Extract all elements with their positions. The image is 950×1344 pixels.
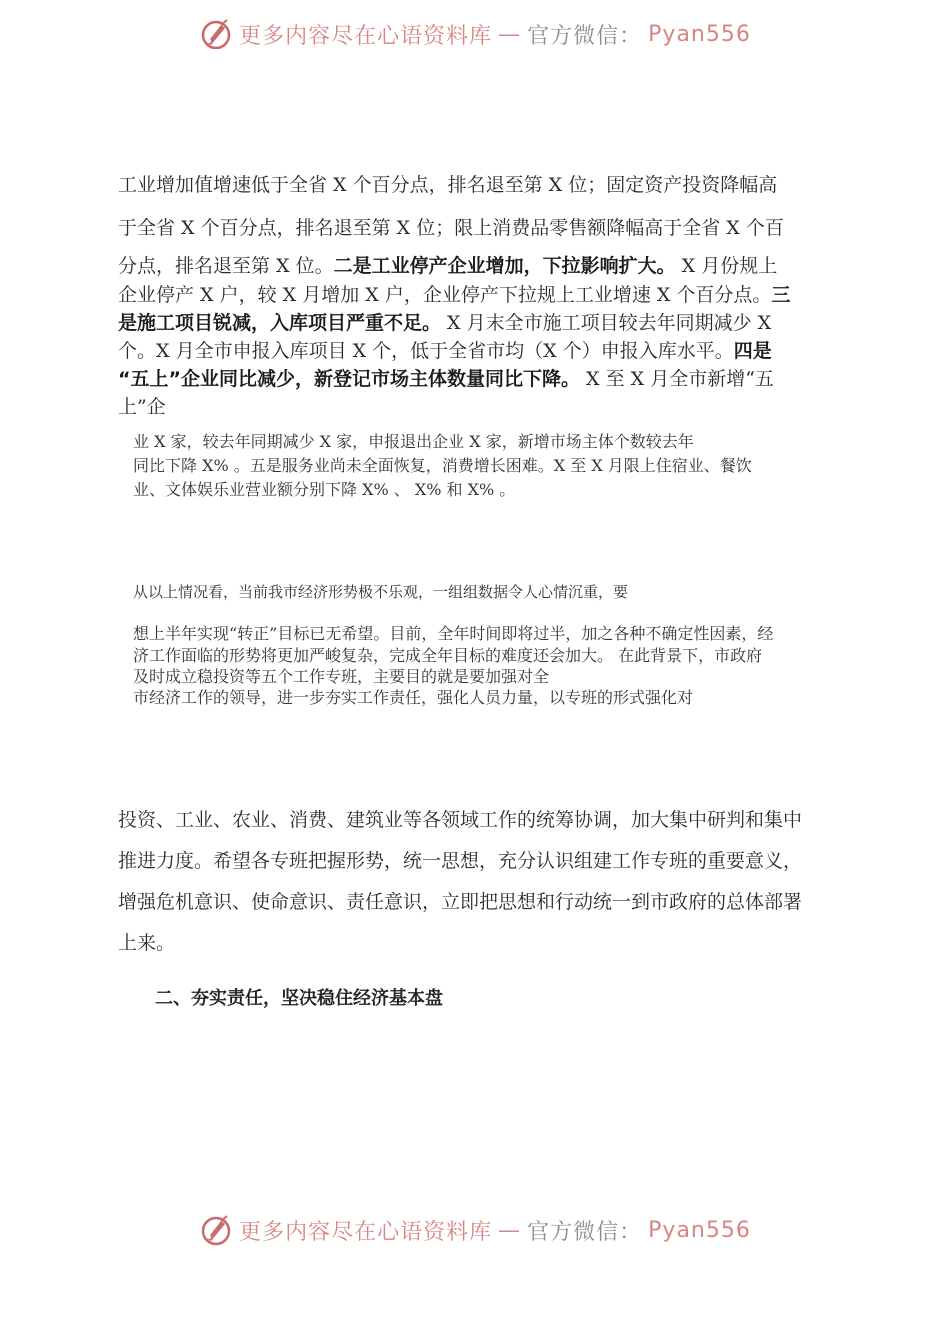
text-line <box>118 251 838 281</box>
quill-pen-logo-icon <box>199 17 233 51</box>
text-line <box>118 337 838 365</box>
text-line: 市经济工作的领导，进一步夯实工作责任，强化人员力量，以专班的形式强化对 <box>133 688 694 707</box>
bold-emphasis: 二是工业停产企业增加，下拉影响扩大。 <box>333 255 676 277</box>
body-paragraph-1 <box>118 170 838 421</box>
watermark-official-label: 官方微信： <box>527 23 643 49</box>
text-run: 企业停产 X 户，较 X 月增加 X 户，企业停产下拉规上工业增速 X 个百分点。 <box>118 284 772 306</box>
text-line: 上来。 <box>118 932 176 954</box>
text-run: 分点，排名退至第 X 位。 <box>118 255 334 277</box>
body-paragraph-3 <box>133 580 833 604</box>
watermark-main-text: 更多内容尽在心语资料库 <box>239 1219 493 1245</box>
watermark-wechat-id: Pyan556 <box>648 21 751 47</box>
bold-emphasis: 四是 <box>733 340 772 362</box>
text-line <box>118 281 838 309</box>
watermark-separator: — <box>498 21 522 47</box>
bold-emphasis: 是施工项目锐减，入库项目严重不足。 <box>118 312 442 334</box>
text-line: 从以上情况看，当前我市经济形势极不乐观，一组组数据令人心情沉重，要 <box>133 583 629 601</box>
bold-emphasis: “五上”企业同比减少，新登记市场主体数量同比下降。 <box>118 368 580 390</box>
body-paragraph-2 <box>133 430 833 502</box>
watermark-separator: — <box>498 1217 522 1243</box>
text-line: 同比下降 X% 。五是服务业尚未全面恢复，消费增长困难。X 至 X 月限上住宿业、餐饮 <box>133 456 752 475</box>
text-line: 增强危机意识、使命意识、责任意识，立即把思想和行动统一到市政府的总体部署 <box>118 891 803 913</box>
body-paragraph-5 <box>118 805 838 958</box>
text-run: X 月末全市施工项目较去年同期减少 X <box>441 312 772 334</box>
text-line: 业 X 家，较去年同期减少 X 家，申报退出企业 X 家，新增市场主体个数较去年 <box>133 432 694 451</box>
text-run: X 月份规上 <box>675 255 778 277</box>
text-line: 及时成立稳投资等五个工作专班，主要目的就是要加强对全 <box>133 667 550 686</box>
body-paragraph-4 <box>133 622 853 709</box>
footer-watermark <box>0 1210 950 1250</box>
text-line: 济工作面临的形势将更加严峻复杂，完成全年目标的难度还会加大。 在此背景下，市政府 <box>133 646 763 665</box>
watermark-official-label: 官方微信： <box>527 1219 643 1245</box>
text-line: 于全省 X 个百分点，排名退至第 X 位；限上消费品零售额降幅高于全省 X 个百 <box>118 217 784 239</box>
watermark-main-text: 更多内容尽在心语资料库 <box>239 23 493 49</box>
watermark-wechat-id: Pyan556 <box>648 1217 751 1243</box>
text-line: 上”企 <box>118 396 166 418</box>
text-line: 想上半年实现“转正”目标已无希望。目前，全年时间即将过半，加之各种不确定性因素，经 <box>133 624 774 643</box>
text-line: 工业增加值增速低于全省 X 个百分点，排名退至第 X 位；固定资产投资降幅高 <box>118 174 778 196</box>
header-watermark <box>0 14 950 54</box>
text-run: 个。X 月全市申报入库项目 X 个，低于全省市均（X 个）申报入库水平。 <box>118 340 734 362</box>
text-line <box>118 365 838 393</box>
quill-pen-logo-icon <box>199 1213 233 1247</box>
bold-emphasis: 三 <box>771 284 791 306</box>
text-line: 投资、工业、农业、消费、建筑业等各领域工作的统筹协调，加大集中研判和集中 <box>118 809 803 831</box>
text-run: X 至 X 月全市新增“五 <box>579 368 774 390</box>
text-line <box>118 309 838 337</box>
section-heading: 二、夯实责任，坚决稳住经济基本盘 <box>155 988 443 1009</box>
text-line: 业、文体娱乐业营业额分别下降 X% 、 X% 和 X% 。 <box>133 480 516 499</box>
text-line: 推进力度。希望各专班把握形势，统一思想，充分认识组建工作专班的重要意义， <box>118 850 803 872</box>
